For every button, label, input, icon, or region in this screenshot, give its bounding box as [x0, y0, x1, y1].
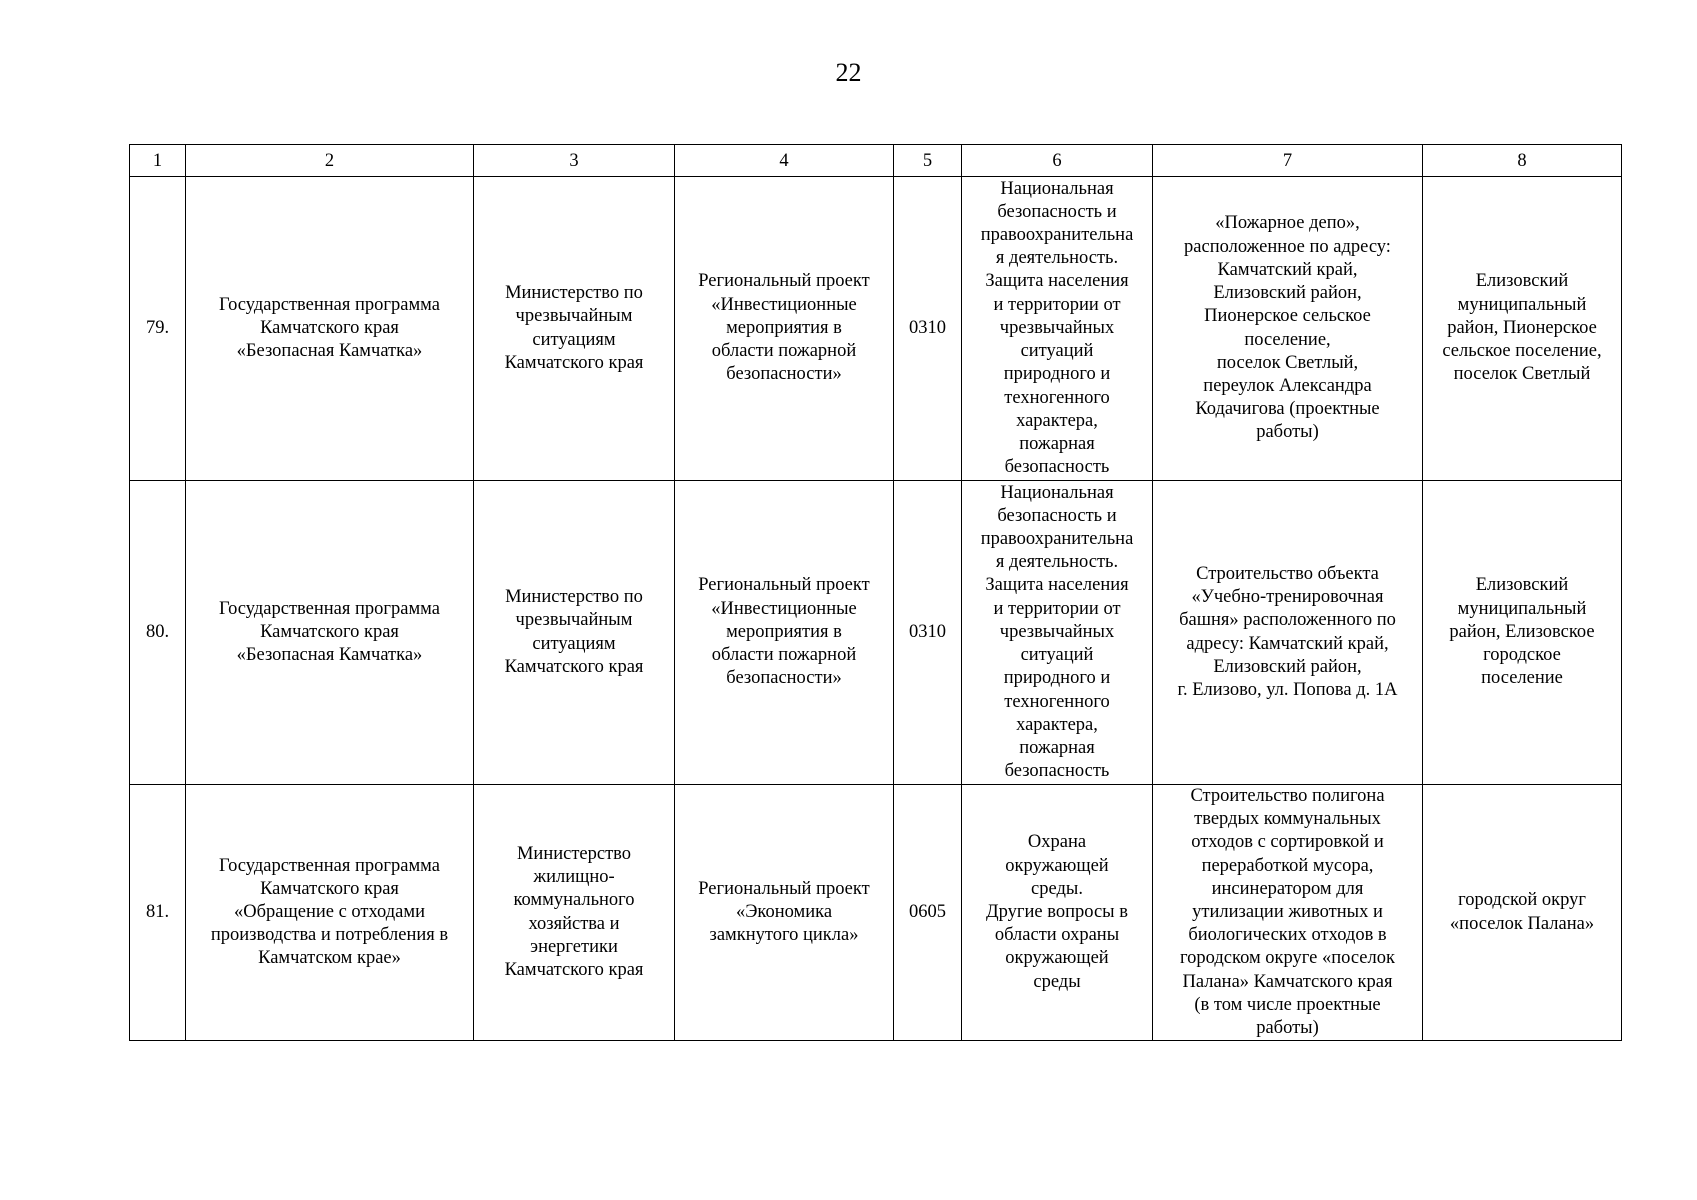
column-header: 7 [1153, 145, 1423, 177]
section-cell: Национальная безопасность и правоохранительна я деятельность. Защита населения и территории от чрезвычайных ситуаций природного и техногенного характера, пожарная безопасность [962, 177, 1153, 481]
location-cell: Елизовский муниципальный район, Пионерское сельское поселение, поселок Светлый [1423, 177, 1622, 481]
page-number: 22 [835, 58, 862, 87]
table-row [130, 481, 1622, 785]
row-number-cell: 81. [130, 785, 186, 1041]
section-cell: Охрана окружающей среды. Другие вопросы в области охраны окружающей среды [962, 785, 1153, 1041]
column-header: 8 [1423, 145, 1622, 177]
ministry-cell: Министерство по чрезвычайным ситуациям Камчатского края [474, 177, 675, 481]
object-cell: Строительство объекта «Учебно-тренировочная башня» расположенного по адресу: Камчатский край, Елизовский район, г. Елизово, ул. Попова д. 1А [1153, 481, 1423, 785]
program-cell: Государственная программа Камчатского края «Безопасная Камчатка» [186, 481, 474, 785]
column-header: 4 [675, 145, 894, 177]
column-header: 1 [130, 145, 186, 177]
column-header: 3 [474, 145, 675, 177]
column-header: 6 [962, 145, 1153, 177]
project-cell: Региональный проект «Экономика замкнутого цикла» [675, 785, 894, 1041]
code-cell: 0310 [894, 481, 962, 785]
code-cell: 0310 [894, 177, 962, 481]
project-cell: Региональный проект «Инвестиционные мероприятия в области пожарной безопасности» [675, 177, 894, 481]
row-number-cell: 79. [130, 177, 186, 481]
row-number-cell: 80. [130, 481, 186, 785]
object-cell: Строительство полигона твердых коммунальных отходов с сортировкой и переработкой мусора, инсинератором для утилизации животных и биологических отходов в городском округе «поселок Палана» Камчатского края (в том числе проектные работы) [1153, 785, 1423, 1041]
table-row [130, 177, 1622, 481]
location-cell: городской округ «поселок Палана» [1423, 785, 1622, 1041]
ministry-cell: Министерство жилищно- коммунального хозяйства и энергетики Камчатского края [474, 785, 675, 1041]
program-cell: Государственная программа Камчатского края «Обращение с отходами производства и потребления в Камчатском крае» [186, 785, 474, 1041]
column-header: 5 [894, 145, 962, 177]
program-cell: Государственная программа Камчатского края «Безопасная Камчатка» [186, 177, 474, 481]
section-cell: Национальная безопасность и правоохранительна я деятельность. Защита населения и территории от чрезвычайных ситуаций природного и техногенного характера, пожарная безопасность [962, 481, 1153, 785]
data-table [129, 144, 1622, 1041]
object-cell: «Пожарное депо», расположенное по адресу: Камчатский край, Елизовский район, Пионерское сельское поселение, поселок Светлый, переулок Александра Кодачигова (проектные работы) [1153, 177, 1423, 481]
column-header: 2 [186, 145, 474, 177]
code-cell: 0605 [894, 785, 962, 1041]
table-row [130, 785, 1622, 1041]
project-cell: Региональный проект «Инвестиционные мероприятия в области пожарной безопасности» [675, 481, 894, 785]
table-header-row [130, 145, 1622, 177]
location-cell: Елизовский муниципальный район, Елизовское городское поселение [1423, 481, 1622, 785]
ministry-cell: Министерство по чрезвычайным ситуациям Камчатского края [474, 481, 675, 785]
